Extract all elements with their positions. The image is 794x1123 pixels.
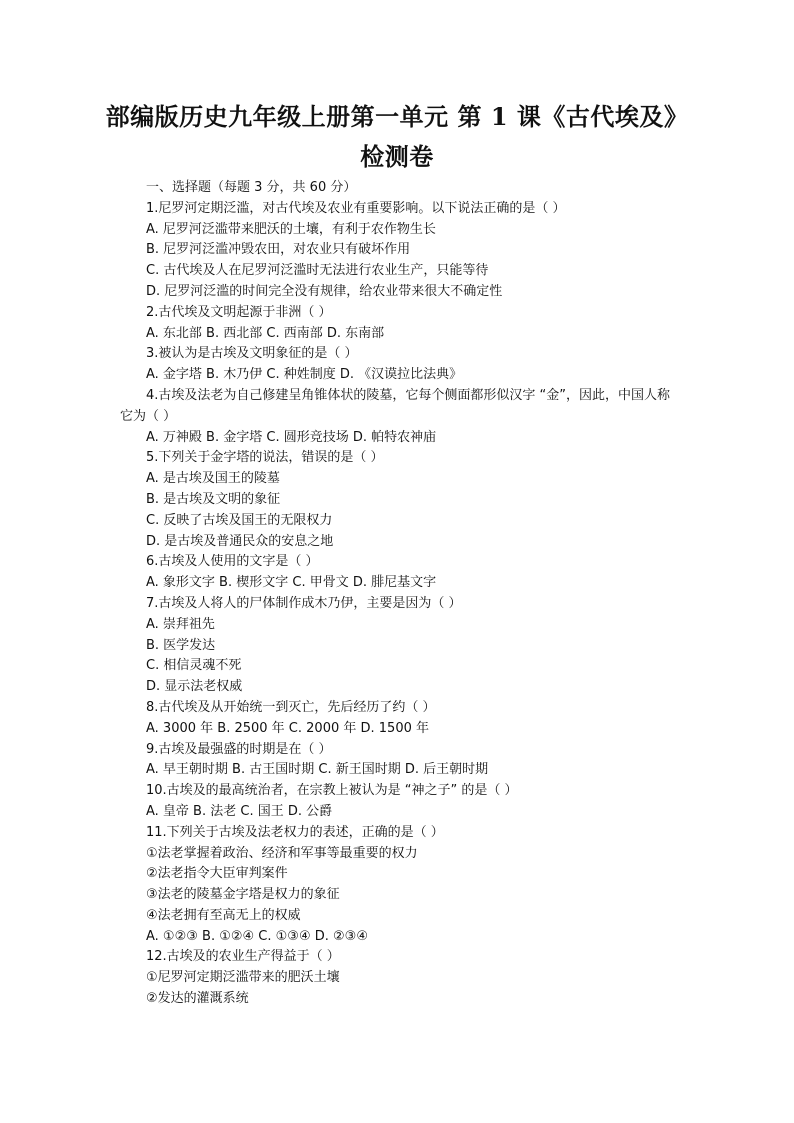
option-line: B. 是古埃及文明的象征 <box>146 491 281 507</box>
option-line: A. 是古埃及国王的陵墓 <box>146 471 280 487</box>
option-line: A. ①②③ B. ①②④ C. ①③④ D. ②③④ <box>146 928 368 944</box>
option-line: C. 反映了古埃及国王的无限权力 <box>146 512 333 528</box>
statement-line: ④法老拥有至高无上的权威 <box>146 907 301 923</box>
option-line: B. 尼罗河泛滥冲毁农田，对农业只有破坏作用 <box>146 242 411 258</box>
question-12: 12.古埃及的农业生产得益于（ ） <box>146 949 340 965</box>
statement-line: ②发达的灌溉系统 <box>146 991 249 1007</box>
question-11: 11.下列关于古埃及法老权力的表述，正确的是（ ） <box>146 824 444 840</box>
question-9: 9.古埃及最强盛的时期是在（ ） <box>146 741 332 757</box>
option-line: A. 金字塔 B. 木乃伊 C. 种姓制度 D. 《汉谟拉比法典》 <box>146 367 463 383</box>
question-4: 4.古埃及法老为自己修建呈角锥体状的陵墓，它每个侧面都形似汉字 “金”，因此，中国人称它为（ ） <box>120 387 671 424</box>
option-line: D. 尼罗河泛滥的时间完全没有规律，给农业带来很大不确定性 <box>146 283 503 299</box>
section-heading: 一、选择题（每题 3 分，共 60 分） <box>146 180 357 195</box>
question-7: 7.古埃及人将人的尸体制作成木乃伊，主要是因为（ ） <box>146 595 462 611</box>
option-line: A. 崇拜祖先 <box>146 616 215 632</box>
question-2: 2.古代埃及文明起源于非洲（ ） <box>146 304 332 320</box>
option-line: A. 万神殿 B. 金字塔 C. 圆形竞技场 D. 帕特农神庙 <box>146 429 437 445</box>
question-10: 10.古埃及的最高统治者，在宗教上被认为是 “神之子” 的是（ ） <box>146 783 518 799</box>
question-8: 8.古代埃及从开始统一到灭亡，先后经历了约（ ） <box>146 699 436 715</box>
question-body <box>120 178 682 1010</box>
question-5: 5.下列关于金字塔的说法，错误的是（ ） <box>146 450 384 466</box>
option-line: A. 象形文字 B. 楔形文字 C. 甲骨文 D. 腓尼基文字 <box>146 575 437 591</box>
question-6: 6.古埃及人使用的文字是（ ） <box>146 554 319 570</box>
option-line: A. 皇帝 B. 法老 C. 国王 D. 公爵 <box>146 803 333 819</box>
option-line: C. 相信灵魂不死 <box>146 658 242 674</box>
option-line: A. 东北部 B. 西北部 C. 西南部 D. 东南部 <box>146 325 385 341</box>
option-line: A. 早王朝时期 B. 古王国时期 C. 新王国时期 D. 后王朝时期 <box>146 762 489 778</box>
question-1: 1.尼罗河定期泛滥，对古代埃及农业有重要影响。以下说法正确的是（ ） <box>146 200 566 216</box>
document-title-continued: 检测卷 <box>360 142 434 171</box>
statement-line: ①尼罗河定期泛滥带来的肥沃土壤 <box>146 970 340 986</box>
statement-line: ③法老的陵墓金字塔是权力的象征 <box>146 887 340 903</box>
option-line: A. 尼罗河泛滥带来肥沃的土壤，有利于农作物生长 <box>146 221 436 237</box>
statement-line: ①法老掌握着政治、经济和军事等最重要的权力 <box>146 845 418 861</box>
option-line: C. 古代埃及人在尼罗河泛滥时无法进行农业生产，只能等待 <box>146 263 489 279</box>
option-line: B. 医学发达 <box>146 637 216 653</box>
document-title: 部编版历史九年级上册第一单元 第 1 课《古代埃及》 <box>105 102 689 131</box>
option-line: A. 3000 年 B. 2500 年 C. 2000 年 D. 1500 年 <box>146 720 429 736</box>
option-line: D. 是古埃及普通民众的安息之地 <box>146 533 334 549</box>
option-line: D. 显示法老权威 <box>146 679 243 695</box>
question-3: 3.被认为是古埃及文明象征的是（ ） <box>146 346 358 362</box>
statement-line: ②法老指令大臣审判案件 <box>146 866 288 882</box>
